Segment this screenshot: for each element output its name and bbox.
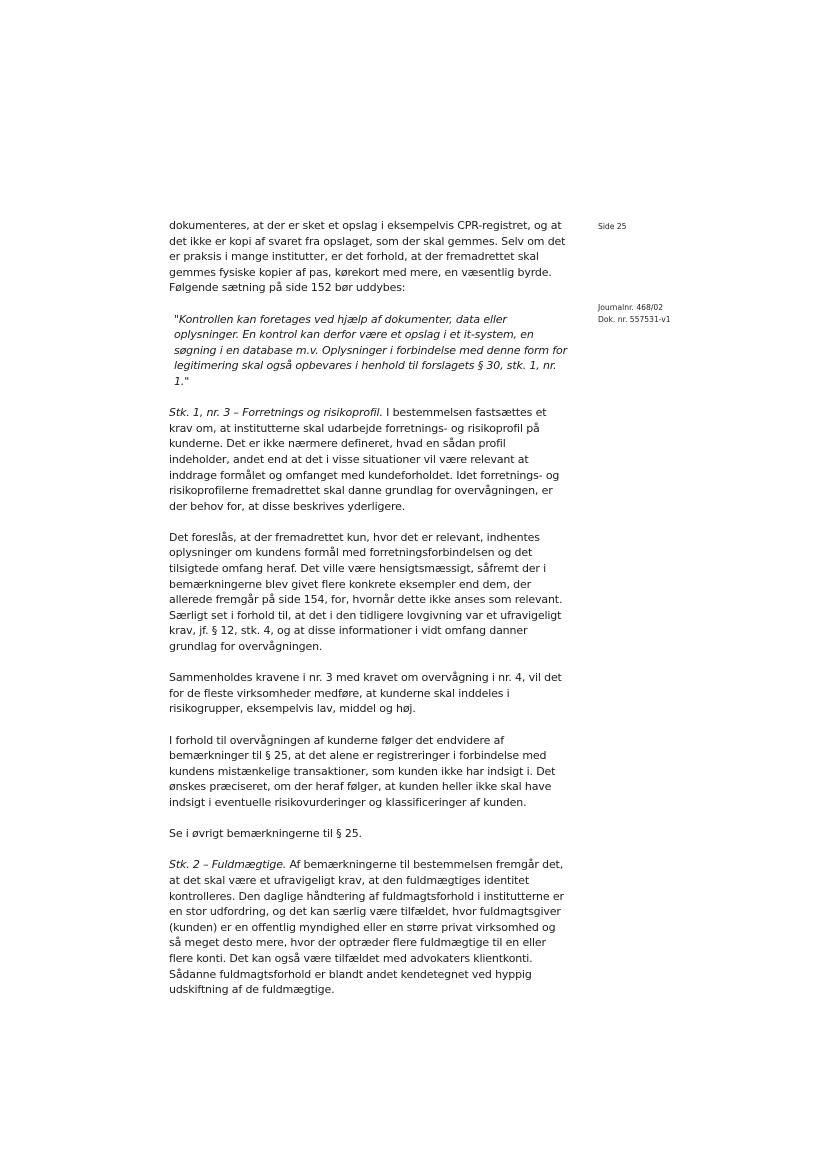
- paragraph-7-heading: Stk. 2 – Fuldmægtige.: [169, 858, 287, 872]
- paragraph-2: [169, 405, 567, 514]
- document-meta-margin: [598, 302, 708, 326]
- paragraph-5: I forhold til overvågningen af kunderne følger det endvidere af bemærkninger til § 25, at det alene er registreringer i forbindelse med kundens mistænkelige transaktioner, som kunden ikke har indsigt i. Det ønskes præciseret, om der heraf følger, at kunden heller ikke skal have indsigt i eventuelle risikovurderinger og klassificeringer af kunden.: [169, 733, 556, 809]
- paragraph-3: Det foreslås, at der fremadrettet kun, hvor det er relevant, indhentes oplysninger om kundens formål med forretningsforbindelsen og det tilsigtede omfang heraf. Det ville være hensigtsmæssigt, såfremt der i bemærkningerne blev givet flere konkrete eksempler end dem, der allerede fremgår på side 154, for, hvornår dette ikke anses som relevant. Særligt set i forhold til, at det i den tidligere lovgivning var et ufravigeligt krav, jf. § 12, stk. 4, og at disse informationer i vidt omfang danner grundlag for overvågningen.: [169, 530, 563, 654]
- paragraph-1: dokumenteres, at der er sket et opslag i eksempelvis CPR-registret, og at det ikke er kopi af svaret fra opslaget, som der skal gemmes. Selv om det er praksis i mange institutter, er det forhold, at der fremadrettet skal gemmes fysiske kopier af pas, kørekort med mere, en væsentlig byrde. Følgende sætning på side 152 bør uddybes:: [169, 219, 566, 295]
- body-text: [169, 218, 567, 1013]
- paragraph-2-heading: Stk. 1, nr. 3 – Forretnings og risikoprofil.: [169, 406, 383, 420]
- paragraph-7-text: Af bemærkningerne til bestemmelsen fremgår det, at det skal være et ufravigeligt krav, at den fuldmægtiges identitet kontrolleres. Den daglige håndtering af fuldmagtsforhold i institutterne er en stor udfordring, og det kan særlig være tilfældet, hvor fuldmagtsgiver (kunden) er en offentlig myndighed eller en større privat virksomhed og så meget desto mere, hvor der optræder flere fuldmægtige til en eller flere konti. Det kan også være tilfældet med advokaters klientkonti. Sådanne fuldmagtsforhold er blandt andet kendetegnet ved hyppig udskiftning af de fuldmægtige.: [169, 858, 564, 997]
- journal-number: Journalnr. 468/02: [598, 303, 664, 312]
- paragraph-4: Sammenholdes kravene i nr. 3 med kravet om overvågning i nr. 4, vil det for de fleste virksomheder medføre, at kunderne skal inddeles i risikogrupper, eksempelvis lav, middel og høj.: [169, 671, 562, 716]
- paragraph-6: Se i øvrigt bemærkningerne til § 25.: [169, 827, 362, 841]
- paragraph-2-text: I bestemmelsen fastsættes et krav om, at institutterne skal udarbejde forretnings- og risikoprofil på kunderne. Det er ikke nærmere defineret, hvad en sådan profil indeholder, andet end at det i visse situationer vil være relevant at inddrage formålet og omfanget med kundeforholdet. Idet forretnings- og risikoprofilerne fremadrettet skal danne grundlag for overvågningen, er der behov for, at disse beskrives yderligere.: [169, 406, 560, 513]
- document-number: Dok. nr. 557531-v1: [598, 315, 671, 324]
- quoted-passage: "Kontrollen kan foretages ved hjælp af dokumenter, data eller oplysninger. En kontrol kan derfor være et opslag i et it-system, en søgning i en database m.v. Oplysninger i forbindelse med denne form for legitimering skal også opbevares i henhold til forslagets § 30, stk. 1, nr. 1.": [174, 312, 567, 388]
- paragraph-7: [169, 857, 567, 997]
- page-number: Side 25: [598, 222, 627, 231]
- page-number-margin: [598, 221, 708, 233]
